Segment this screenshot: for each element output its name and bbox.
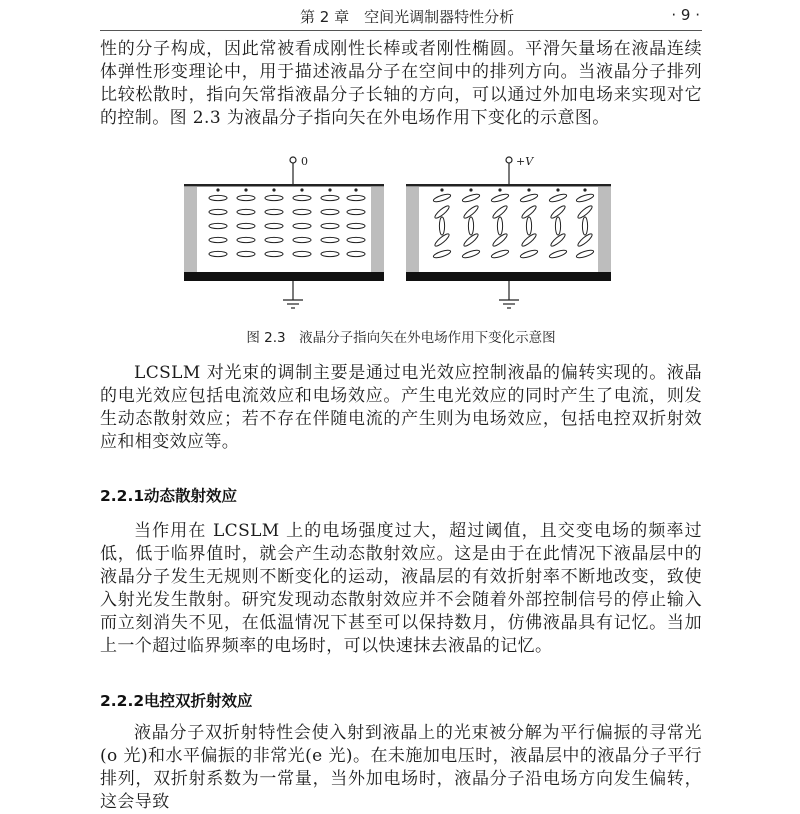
electrode-dot [328, 188, 331, 191]
lc-molecule [576, 249, 595, 260]
figure-caption: 图 2.3 液晶分子指向矢在外电场作用下变化示意图 [246, 330, 556, 346]
right-ground-icon [499, 300, 519, 308]
lc-molecule [237, 223, 255, 228]
lc-molecule [347, 209, 365, 214]
lc-molecule [237, 209, 255, 214]
electrode-dot [469, 188, 472, 191]
lc-molecule [209, 251, 227, 256]
electrode-dot [440, 188, 443, 191]
lc-molecule [237, 237, 255, 242]
electrode-dot [354, 188, 357, 191]
lc-molecule [321, 195, 339, 200]
lc-molecule [462, 193, 481, 204]
lc-molecule [347, 223, 365, 228]
left-ground-icon [283, 300, 303, 308]
lc-molecule [439, 217, 444, 235]
lc-molecule [293, 251, 311, 256]
electrode-dot [583, 188, 586, 191]
section-title: 电控双折射效应 [144, 692, 253, 710]
figure-2-3 [180, 150, 640, 320]
lc-molecule [321, 251, 339, 256]
lc-molecule [433, 249, 452, 260]
left-terminal-icon [290, 157, 296, 163]
lc-molecule [555, 217, 560, 235]
lc-molecule [321, 237, 339, 242]
right-top-electrode [406, 184, 611, 187]
paragraph-4: 液晶分子双折射特性会使入射到液晶上的光束被分解为平行偏振的寻常光(o 光)和水平偏振的非常光(e 光)。在未施加电压时，液晶层中的液晶分子平行排列，双折射系数为一常量，当外加电场时，液晶分子沿电场方向发生偏转，这会导致 [100, 723, 702, 812]
lc-molecule [293, 223, 311, 228]
lc-molecule [265, 195, 283, 200]
electrode-dot [244, 188, 247, 191]
right-wall-left [406, 187, 419, 273]
electrode-dot [272, 188, 275, 191]
left-wall-right [371, 187, 384, 273]
lc-molecule [347, 251, 365, 256]
lc-molecule [209, 195, 227, 200]
paragraph-3: 当作用在 LCSLM 上的电场强度过大，超过阈值，且交变电场的频率过低，低于临界值时，就会产生动态散射效应。这是由于在此情况下液晶层中的液晶分子发生无规则不断变化的运动，液晶层的有效折射率不断地改变，致使入射光发生散射。研究发现动态散射效应并不会随着外部控制信号的停止输入而立刻消失不见，在低温情况下甚至可以保持数月，仿佛液晶具有记忆。当加上一个超过临界频率的电场时，可以快速抹去液晶的记忆。 [100, 521, 702, 656]
section-heading-2-2-1 [100, 484, 237, 506]
lc-molecule [321, 223, 339, 228]
lc-molecule [265, 251, 283, 256]
section-number: 2.2.2 [100, 692, 145, 710]
paragraph-2: LCSLM 对光束的调制主要是通过电光效应控制液晶的偏转实现的。液晶的电光效应包括电流效应和电场效应。产生电光效应的同时产生了电流，则发生动态散射效应；若不存在伴随电流的产生则为电场效应，包括电控双折射效应和相变效应等。 [100, 363, 702, 452]
left-cell [184, 155, 384, 308]
lc-molecule [582, 217, 587, 235]
right-bottom-electrode [406, 272, 611, 281]
page-number: · 9 · [671, 6, 700, 24]
electrode-dot [216, 188, 219, 191]
lc-molecule [433, 193, 452, 204]
left-electrode-dots [216, 188, 357, 191]
electrode-dot [556, 188, 559, 191]
left-bottom-electrode [184, 272, 384, 281]
lc-molecule [293, 209, 311, 214]
lc-molecule [293, 237, 311, 242]
header-rule [100, 30, 702, 31]
lc-molecule [265, 237, 283, 242]
lc-molecule [209, 209, 227, 214]
lc-molecule [549, 193, 568, 204]
lc-molecule [293, 195, 311, 200]
lc-molecule [462, 249, 481, 260]
right-electrode-dots [440, 188, 586, 191]
lc-molecule [549, 249, 568, 260]
lc-molecule [265, 223, 283, 228]
lc-molecule [491, 249, 510, 260]
lc-molecule [237, 195, 255, 200]
chapter-title: 第 2 章 空间光调制器特性分析 [300, 8, 515, 26]
left-voltage-label: 0 [301, 155, 308, 168]
paragraph-1: 性的分子构成，因此常被看成刚性长棒或者刚性椭圆。平滑矢量场在液晶连续体弹性形变理论中，用于描述液晶分子在空间中的排列方向。当液晶分子排列比较松散时，指向矢常指液晶分子长轴的方向，可以通过外加电场来实现对它的控制。图 2.3 为液晶分子指向矢在外电场作用下变化的示意图。 [100, 39, 702, 128]
right-terminal-icon [506, 157, 512, 163]
section-heading-2-2-2 [100, 689, 253, 711]
lc-molecule [209, 237, 227, 242]
lc-molecule [526, 217, 531, 235]
electrode-dot [498, 188, 501, 191]
left-molecules [209, 195, 365, 256]
lc-molecule [347, 195, 365, 200]
lc-molecule [520, 193, 539, 204]
right-voltage-label: +V [516, 155, 534, 168]
lc-molecule [576, 193, 595, 204]
electrode-dot [300, 188, 303, 191]
section-title: 动态散射效应 [144, 487, 238, 505]
lc-molecule [347, 237, 365, 242]
right-molecules [433, 193, 595, 260]
lc-molecule [321, 209, 339, 214]
lc-molecule [497, 217, 502, 235]
section-number: 2.2.1 [100, 487, 145, 505]
left-top-electrode [184, 184, 384, 187]
electrode-dot [527, 188, 530, 191]
running-header [100, 4, 700, 30]
lc-molecule [265, 209, 283, 214]
lc-molecule [520, 249, 539, 260]
lc-molecule [491, 193, 510, 204]
lc-director-diagram [180, 150, 640, 320]
right-cell [406, 155, 611, 308]
right-wall-right [598, 187, 611, 273]
left-wall-left [184, 187, 197, 273]
lc-molecule [237, 251, 255, 256]
lc-molecule [209, 223, 227, 228]
lc-molecule [468, 217, 473, 235]
